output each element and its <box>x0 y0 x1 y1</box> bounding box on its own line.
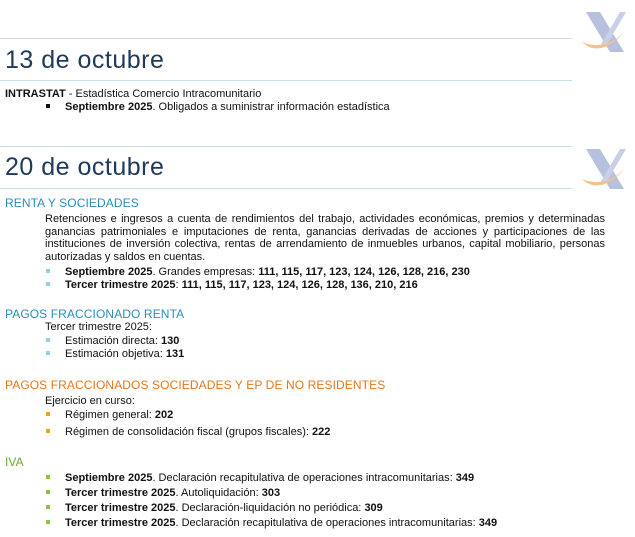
bullet-black <box>46 104 50 108</box>
item-code: 131 <box>165 348 185 360</box>
iva-item-2 <box>65 487 280 500</box>
intrastat-label: INTRASTAT <box>5 88 66 100</box>
intrastat-desc: - Estadística Comercio Intracomunitario <box>65 88 262 100</box>
pagos-renta-subtitle: Tercer trimestre 2025: <box>45 321 152 333</box>
item-rest: . Grandes empresas: <box>152 266 259 278</box>
item-bold: Septiembre 2025 <box>65 266 153 278</box>
pagos-renta-item-1 <box>65 335 179 348</box>
date-heading-13-octubre: 13 de octubre <box>5 46 165 74</box>
pagos-renta-item-2 <box>65 348 184 361</box>
intrastat-item <box>65 101 390 114</box>
item-text: Régimen general: <box>65 409 155 421</box>
bullet-orange <box>46 429 50 433</box>
item-code: 349 <box>455 472 475 484</box>
iva-item-3 <box>65 502 383 515</box>
item-text: Estimación objetiva: <box>65 348 166 360</box>
date-underline-1 <box>0 80 572 81</box>
item-bold: Tercer trimestre 2025 <box>65 279 176 291</box>
item-codes: 111, 115, 117, 123, 124, 126, 128, 136, 210, 216 <box>181 279 418 291</box>
section2-top-rule <box>0 146 572 147</box>
item-bold: Septiembre 2025 <box>65 101 153 113</box>
date-heading-20-octubre: 20 de octubre <box>5 153 165 181</box>
pagos-soc-subtitle: Ejercicio en curso: <box>45 395 135 407</box>
item-rest: . Autoliquidación: <box>175 487 262 499</box>
iva-item-4 <box>65 517 497 530</box>
iva-heading: IVA <box>5 455 24 469</box>
item-bold: Tercer trimestre 2025 <box>65 487 176 499</box>
bullet-orange <box>46 412 50 416</box>
item-text: Régimen de consolidación fiscal (grupos fiscales): <box>65 426 313 438</box>
bullet-green <box>46 490 50 494</box>
item-code: 309 <box>364 502 383 514</box>
item-rest: . Declaración recapitulativa de operaciones intracomunitarias: <box>152 472 456 484</box>
pagos-soc-item-2 <box>65 426 330 439</box>
bullet-blue <box>46 338 50 342</box>
bullet-blue <box>46 269 50 273</box>
item-bold: Tercer trimestre 2025 <box>65 517 176 529</box>
pagos-sociedades-heading: PAGOS FRACCIONADOS SOCIEDADES Y EP DE NO RESIDENTES <box>5 378 386 392</box>
renta-paragraph: Retenciones e ingresos a cuenta de rendimientos del trabajo, actividades económicas, premios y determinadas ganancias patrimoniales e imputaciones de renta, ganancias derivadas de acciones y participaciones de las instituciones de inversión colectiva, rentas de arrendamiento de inmuebles urbanos, capital mobiliario, personas autorizadas y saldos en cuentas. <box>45 213 605 264</box>
item-code: 222 <box>312 426 331 438</box>
top-rule <box>0 38 572 39</box>
item-code: 349 <box>478 517 498 529</box>
intrastat-line <box>5 88 261 101</box>
bullet-green <box>46 475 50 479</box>
aeat-logo-icon <box>578 8 632 58</box>
iva-item-1 <box>65 472 474 485</box>
bullet-green <box>46 505 50 509</box>
item-rest: . Obligados a suministrar información estadística <box>152 101 390 113</box>
item-code: 130 <box>160 335 180 347</box>
item-rest: . Declaración-liquidación no periódica: <box>175 502 365 514</box>
item-code: 303 <box>261 487 281 499</box>
item-rest: : <box>175 279 182 291</box>
item-text: Estimación directa: <box>65 335 161 347</box>
renta-item-2 <box>65 279 418 292</box>
item-bold: Septiembre 2025 <box>65 472 153 484</box>
renta-item-1 <box>65 266 470 279</box>
bullet-blue <box>46 282 50 286</box>
bullet-blue <box>46 351 50 355</box>
item-codes: 111, 115, 117, 123, 124, 126, 128, 216, 230 <box>258 266 470 278</box>
pagos-soc-item-1 <box>65 409 173 422</box>
item-bold: Tercer trimestre 2025 <box>65 502 176 514</box>
aeat-logo-icon-2 <box>578 145 632 195</box>
renta-heading: RENTA Y SOCIEDADES <box>5 196 139 210</box>
date-underline-2 <box>0 188 572 189</box>
item-code: 202 <box>154 409 174 421</box>
pagos-renta-heading: PAGOS FRACCIONADO RENTA <box>5 307 185 321</box>
bullet-green <box>46 520 50 524</box>
item-rest: . Declaración recapitulativa de operaciones intracomunitarias: <box>175 517 479 529</box>
